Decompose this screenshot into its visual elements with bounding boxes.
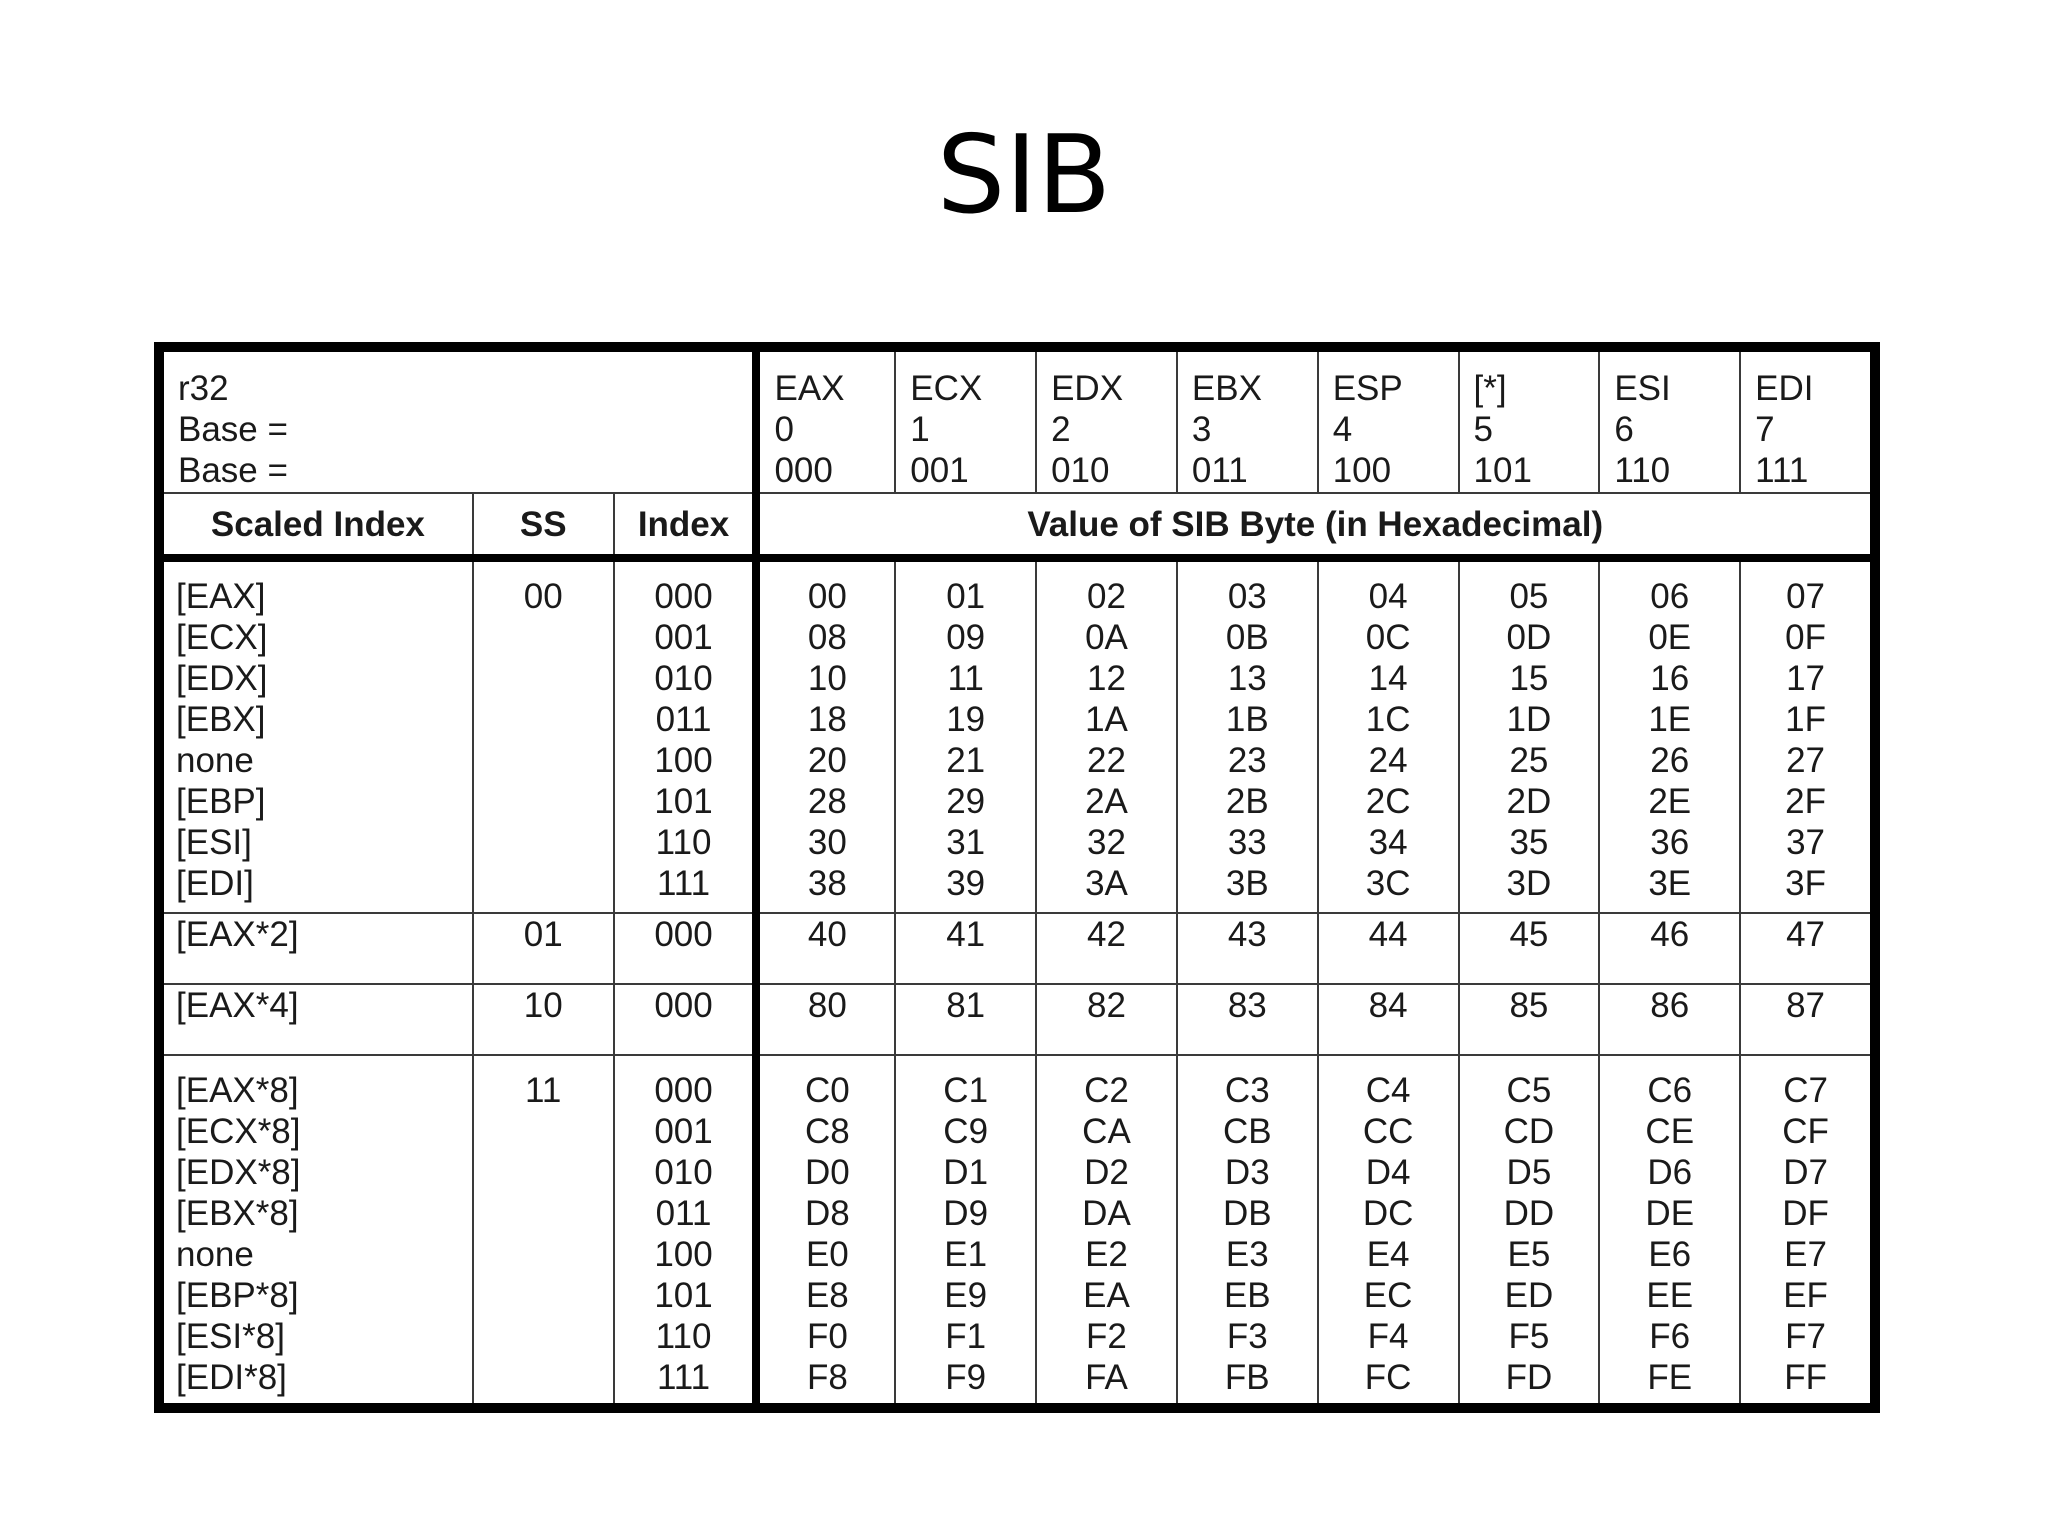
scaled-index-label: none bbox=[176, 1234, 254, 1274]
index-value: 001 bbox=[654, 1111, 713, 1151]
sib-hex-value: 17 bbox=[1786, 658, 1826, 698]
sib-hex-value: 40 bbox=[807, 915, 847, 955]
base-bin: 111 bbox=[1755, 451, 1809, 490]
sib-hex-value: 3A bbox=[1085, 863, 1128, 903]
index-value: 100 bbox=[654, 740, 713, 780]
scaled-index-label: [EDI*8] bbox=[176, 1357, 287, 1397]
sib-hex-value: E7 bbox=[1784, 1234, 1827, 1274]
sib-hex-value: 30 bbox=[807, 822, 847, 862]
sib-hex-value: 2D bbox=[1506, 781, 1552, 821]
index-value: 010 bbox=[654, 1152, 713, 1192]
sib-hex-value: EA bbox=[1083, 1275, 1130, 1315]
sib-hex-value: 03 bbox=[1227, 576, 1267, 616]
sib-hex-value: D5 bbox=[1506, 1152, 1552, 1192]
scaled-index-label: [ECX] bbox=[176, 617, 268, 657]
base-bin: 110 bbox=[1614, 451, 1671, 490]
base-column-header bbox=[1740, 347, 1875, 493]
base-reg: ECX bbox=[910, 369, 983, 408]
sib-value-cell bbox=[1036, 558, 1177, 913]
index-value: 101 bbox=[654, 1275, 713, 1315]
sib-hex-value: 29 bbox=[946, 781, 986, 821]
sib-hex-value: FF bbox=[1784, 1357, 1827, 1397]
sib-value-cell bbox=[1459, 1055, 1600, 1408]
scaled-index-label: [EAX*2] bbox=[176, 915, 299, 955]
base-bin: 001 bbox=[910, 451, 969, 490]
slide-title: SIB bbox=[936, 113, 1112, 238]
sib-hex-value: EE bbox=[1646, 1275, 1694, 1315]
base-column-header bbox=[1036, 347, 1177, 493]
sib-hex-value: 21 bbox=[946, 740, 986, 780]
sib-hex-value: 11 bbox=[947, 658, 984, 698]
base-num: 1 bbox=[910, 410, 930, 449]
sib-hex-value: F7 bbox=[1785, 1316, 1826, 1356]
sib-hex-value: 07 bbox=[1786, 576, 1826, 616]
scaled-index-label: [EDI] bbox=[176, 863, 254, 903]
index-value: 000 bbox=[654, 985, 713, 1025]
index-value: 100 bbox=[654, 1234, 713, 1274]
sib-hex-value: DC bbox=[1362, 1193, 1414, 1233]
sib-hex-value: 01 bbox=[946, 576, 986, 616]
sib-hex-value: 05 bbox=[1509, 576, 1549, 616]
index-header: Index bbox=[614, 493, 757, 558]
sib-value-cell bbox=[1318, 984, 1459, 1055]
base-reg: ESI bbox=[1614, 369, 1671, 408]
base-reg: EDI bbox=[1755, 369, 1814, 408]
sib-hex-value: F6 bbox=[1649, 1316, 1691, 1356]
sib-hex-value: 2B bbox=[1225, 781, 1269, 821]
sib-hex-value: DA bbox=[1082, 1193, 1131, 1233]
sib-hex-value: D2 bbox=[1084, 1152, 1129, 1192]
sib-hex-value: F5 bbox=[1508, 1316, 1550, 1356]
sib-hex-value: 1B bbox=[1225, 699, 1269, 739]
sib-value-cell bbox=[1318, 913, 1459, 984]
sib-value-cell bbox=[1318, 558, 1459, 913]
sib-hex-value: FB bbox=[1224, 1357, 1270, 1397]
index-value: 101 bbox=[654, 781, 713, 821]
base-bin: 101 bbox=[1473, 451, 1532, 490]
sib-hex-value: F4 bbox=[1367, 1316, 1409, 1356]
scaled-index-label: [ESI*8] bbox=[176, 1316, 285, 1356]
scaled-index-label: [EDX] bbox=[176, 658, 268, 698]
sib-hex-value: E3 bbox=[1225, 1234, 1269, 1274]
index-value: 001 bbox=[654, 617, 713, 657]
sib-value-header: Value of SIB Byte (in Hexadecimal) bbox=[756, 493, 1875, 558]
sib-hex-value: 86 bbox=[1650, 985, 1690, 1025]
ss-header: SS bbox=[473, 493, 614, 558]
r32-base-header bbox=[159, 347, 756, 493]
sib-value-cell bbox=[1036, 913, 1177, 984]
scaled-index-label: [EBP*8] bbox=[176, 1275, 299, 1315]
base-reg: EDX bbox=[1051, 369, 1124, 408]
sib-hex-value: 38 bbox=[807, 863, 847, 903]
sib-hex-value: 08 bbox=[807, 617, 847, 657]
sib-group-row bbox=[159, 558, 1875, 913]
sib-value-cell bbox=[756, 1055, 895, 1408]
sib-hex-value: E2 bbox=[1085, 1234, 1128, 1274]
sib-hex-value: 2F bbox=[1785, 781, 1826, 821]
base-num: 7 bbox=[1755, 410, 1775, 449]
sib-hex-value: 24 bbox=[1368, 740, 1408, 780]
sib-hex-value: 1C bbox=[1365, 699, 1411, 739]
sib-value-cell bbox=[895, 558, 1036, 913]
sib-hex-value: 04 bbox=[1368, 576, 1408, 616]
sib-hex-value: 45 bbox=[1509, 915, 1549, 955]
index-cell bbox=[614, 913, 757, 984]
sib-hex-value: FC bbox=[1364, 1357, 1412, 1397]
sib-value-cell bbox=[1177, 984, 1318, 1055]
sib-hex-value: F3 bbox=[1226, 1316, 1268, 1356]
base-reg: [*] bbox=[1473, 369, 1507, 408]
sib-value-cell bbox=[1459, 913, 1600, 984]
sib-hex-value: 1F bbox=[1785, 699, 1826, 739]
scaled-index-cell bbox=[159, 984, 473, 1055]
sib-hex-value: 06 bbox=[1650, 576, 1690, 616]
sib-hex-value: 37 bbox=[1786, 822, 1826, 862]
sib-hex-value: 3D bbox=[1506, 863, 1552, 903]
base-bin: 010 bbox=[1051, 451, 1110, 490]
base-num: 4 bbox=[1332, 410, 1353, 449]
sib-hex-value: 85 bbox=[1509, 985, 1549, 1025]
sib-hex-value: 32 bbox=[1087, 822, 1126, 862]
sib-value-cell bbox=[1599, 984, 1740, 1055]
sib-value-cell bbox=[1740, 913, 1875, 984]
index-value: 010 bbox=[654, 658, 713, 698]
sib-hex-value: DF bbox=[1782, 1193, 1829, 1233]
sib-hex-value: 3B bbox=[1225, 863, 1269, 903]
sib-hex-value: 20 bbox=[807, 740, 847, 780]
sib-hex-value: 15 bbox=[1509, 658, 1549, 698]
sib-hex-value: DB bbox=[1222, 1193, 1272, 1233]
base-column-header bbox=[895, 347, 1036, 493]
sib-hex-value: 2C bbox=[1365, 781, 1411, 821]
sib-hex-value: 1D bbox=[1506, 699, 1552, 739]
base-column-header bbox=[1599, 347, 1740, 493]
sib-hex-value: C1 bbox=[943, 1070, 989, 1110]
sib-hex-value: 83 bbox=[1227, 985, 1267, 1025]
index-value: 111 bbox=[656, 1357, 711, 1397]
sib-hex-value: 0A bbox=[1085, 617, 1128, 657]
sib-value-cell bbox=[756, 984, 895, 1055]
sib-hex-value: 28 bbox=[807, 781, 847, 821]
sib-hex-value: 27 bbox=[1786, 740, 1826, 780]
sib-hex-value: CA bbox=[1082, 1111, 1131, 1151]
sib-hex-value: 2E bbox=[1648, 781, 1692, 821]
sib-hex-value: 14 bbox=[1368, 658, 1408, 698]
sib-hex-value: 00 bbox=[807, 576, 847, 616]
sib-hex-value: CD bbox=[1503, 1111, 1555, 1151]
r32-header-line: Base = bbox=[178, 410, 288, 449]
sib-hex-value: 09 bbox=[946, 617, 986, 657]
sib-hex-value: 12 bbox=[1087, 658, 1126, 698]
index-value: 011 bbox=[655, 699, 712, 739]
sib-hex-value: CE bbox=[1645, 1111, 1695, 1151]
r32-header-line: r32 bbox=[178, 369, 229, 408]
ss-cell: 11 bbox=[473, 1055, 614, 1408]
index-cell bbox=[614, 558, 757, 913]
sib-value-cell bbox=[1740, 558, 1875, 913]
sib-hex-value: 34 bbox=[1368, 822, 1408, 862]
sib-hex-value: 1A bbox=[1085, 699, 1128, 739]
sib-hex-value: FA bbox=[1085, 1357, 1128, 1397]
sib-value-cell bbox=[1599, 913, 1740, 984]
sib-hex-value: 3C bbox=[1365, 863, 1411, 903]
scaled-index-label: none bbox=[176, 740, 254, 780]
sib-hex-value: 43 bbox=[1227, 915, 1267, 955]
ss-cell: 10 bbox=[473, 984, 614, 1055]
index-value: 000 bbox=[654, 915, 713, 955]
sib-hex-value: 80 bbox=[807, 985, 847, 1025]
scaled-index-label: [EAX*4] bbox=[176, 985, 299, 1025]
r32-header-line: Base = bbox=[178, 451, 288, 490]
sib-group-row bbox=[159, 984, 1875, 1055]
sib-hex-value: F0 bbox=[806, 1316, 848, 1356]
sib-value-cell bbox=[1459, 984, 1600, 1055]
scaled-index-label: [ECX*8] bbox=[176, 1111, 301, 1151]
base-num: 6 bbox=[1614, 410, 1634, 449]
sib-value-cell bbox=[895, 1055, 1036, 1408]
sib-hex-value: E0 bbox=[805, 1234, 849, 1274]
sib-hex-value: E8 bbox=[805, 1275, 849, 1315]
sib-hex-value: EB bbox=[1223, 1275, 1271, 1315]
base-register-row bbox=[159, 347, 1875, 493]
sib-value-cell bbox=[756, 558, 895, 913]
base-reg: EBX bbox=[1191, 369, 1262, 408]
index-value: 011 bbox=[655, 1193, 712, 1233]
scaled-index-header: Scaled Index bbox=[159, 493, 473, 558]
sib-hex-value: E4 bbox=[1366, 1234, 1410, 1274]
base-bin: 100 bbox=[1332, 451, 1392, 490]
sib-hex-value: FD bbox=[1505, 1357, 1553, 1397]
base-num: 0 bbox=[774, 410, 794, 449]
index-cell bbox=[614, 1055, 757, 1408]
sib-value-cell bbox=[1599, 1055, 1740, 1408]
index-value: 000 bbox=[654, 1070, 713, 1110]
sib-hex-value: 13 bbox=[1227, 658, 1267, 698]
index-value: 110 bbox=[655, 1316, 712, 1356]
sib-hex-value: D3 bbox=[1224, 1152, 1270, 1192]
base-num: 5 bbox=[1473, 410, 1493, 449]
sib-hex-value: 0C bbox=[1365, 617, 1411, 657]
sib-hex-value: 44 bbox=[1368, 915, 1408, 955]
sib-hex-value: 41 bbox=[946, 915, 986, 955]
sib-hex-value: 46 bbox=[1650, 915, 1690, 955]
sib-value-cell bbox=[895, 984, 1036, 1055]
sib-value-cell bbox=[1036, 984, 1177, 1055]
sib-hex-value: F1 bbox=[945, 1316, 987, 1356]
scaled-index-cell bbox=[159, 1055, 473, 1408]
sib-hex-value: CF bbox=[1782, 1111, 1829, 1151]
sib-hex-value: C5 bbox=[1506, 1070, 1552, 1110]
base-num: 2 bbox=[1051, 410, 1071, 449]
sib-hex-value: CC bbox=[1362, 1111, 1414, 1151]
sib-hex-value: 81 bbox=[946, 985, 986, 1025]
base-column-header bbox=[1318, 347, 1459, 493]
sib-hex-value: EF bbox=[1783, 1275, 1828, 1315]
sib-hex-value: 22 bbox=[1087, 740, 1126, 780]
sib-hex-value: 1E bbox=[1648, 699, 1692, 739]
scaled-index-label: [EAX] bbox=[176, 576, 266, 616]
sib-hex-value: 2A bbox=[1085, 781, 1128, 821]
sib-hex-value: D9 bbox=[943, 1193, 989, 1233]
sib-hex-value: FE bbox=[1647, 1357, 1693, 1397]
sib-hex-value: 84 bbox=[1368, 985, 1408, 1025]
sib-hex-value: ED bbox=[1504, 1275, 1554, 1315]
base-bin: 000 bbox=[774, 451, 833, 490]
sib-hex-value: E6 bbox=[1648, 1234, 1692, 1274]
sib-hex-value: F2 bbox=[1086, 1316, 1127, 1356]
base-reg: ESP bbox=[1332, 369, 1403, 408]
sib-hex-value: 0E bbox=[1648, 617, 1692, 657]
ss-cell: 01 bbox=[473, 913, 614, 984]
scaled-index-label: [EDX*8] bbox=[176, 1152, 301, 1192]
sib-table bbox=[154, 342, 1880, 1413]
sib-hex-value: 87 bbox=[1786, 985, 1826, 1025]
sib-hex-value: 23 bbox=[1227, 740, 1267, 780]
base-column-header bbox=[1459, 347, 1600, 493]
sib-value-cell bbox=[1318, 1055, 1459, 1408]
sib-hex-value: 18 bbox=[807, 699, 847, 739]
sib-hex-value: 3E bbox=[1648, 863, 1692, 903]
sib-hex-value: C2 bbox=[1084, 1070, 1129, 1110]
index-value: 000 bbox=[654, 576, 713, 616]
sib-value-cell bbox=[1177, 913, 1318, 984]
sib-hex-value: 0D bbox=[1506, 617, 1552, 657]
sib-hex-value: CB bbox=[1222, 1111, 1272, 1151]
scaled-index-label: [EBX] bbox=[176, 699, 266, 739]
scaled-index-label: [ESI] bbox=[176, 822, 252, 862]
sib-hex-value: C3 bbox=[1224, 1070, 1270, 1110]
sib-hex-value: D8 bbox=[804, 1193, 850, 1233]
sib-hex-value: 3F bbox=[1785, 863, 1826, 903]
base-num: 3 bbox=[1191, 410, 1212, 449]
scaled-index-cell bbox=[159, 913, 473, 984]
sib-hex-value: 10 bbox=[807, 658, 847, 698]
sib-hex-value: E9 bbox=[944, 1275, 988, 1315]
sib-hex-value: 0F bbox=[1785, 617, 1826, 657]
sib-hex-value: D4 bbox=[1365, 1152, 1411, 1192]
sib-hex-value: C9 bbox=[943, 1111, 989, 1151]
sib-value-cell bbox=[1599, 558, 1740, 913]
sib-hex-value: D0 bbox=[804, 1152, 850, 1192]
sib-hex-value: E1 bbox=[944, 1234, 988, 1274]
index-value: 111 bbox=[656, 863, 711, 903]
sib-hex-value: C0 bbox=[804, 1070, 850, 1110]
base-bin: 011 bbox=[1191, 451, 1248, 490]
sib-group-row bbox=[159, 913, 1875, 984]
ss-cell: 00 bbox=[473, 558, 614, 913]
scaled-index-cell bbox=[159, 558, 473, 913]
scaled-index-label: [EAX*8] bbox=[176, 1070, 299, 1110]
sib-hex-value: EC bbox=[1363, 1275, 1413, 1315]
sib-value-cell bbox=[895, 913, 1036, 984]
sib-hex-value: D1 bbox=[943, 1152, 989, 1192]
base-column-header bbox=[1177, 347, 1318, 493]
sib-hex-value: C4 bbox=[1365, 1070, 1411, 1110]
sib-hex-value: 19 bbox=[946, 699, 986, 739]
sib-value-cell bbox=[1459, 558, 1600, 913]
sib-hex-value: 33 bbox=[1227, 822, 1267, 862]
index-value: 110 bbox=[655, 822, 712, 862]
sib-hex-value: 42 bbox=[1087, 915, 1126, 955]
sib-hex-value: C6 bbox=[1647, 1070, 1693, 1110]
sib-hex-value: D7 bbox=[1783, 1152, 1828, 1192]
scaled-index-label: [EBX*8] bbox=[176, 1193, 299, 1233]
sib-hex-value: C7 bbox=[1783, 1070, 1828, 1110]
sib-value-cell bbox=[1177, 558, 1318, 913]
sib-hex-value: 31 bbox=[946, 822, 986, 862]
column-title-row bbox=[159, 493, 1875, 558]
base-reg: EAX bbox=[774, 369, 845, 408]
sib-hex-value: 35 bbox=[1509, 822, 1549, 862]
base-column-header bbox=[756, 347, 895, 493]
sib-hex-value: C8 bbox=[804, 1111, 850, 1151]
sib-value-cell bbox=[1177, 1055, 1318, 1408]
sib-hex-value: DD bbox=[1503, 1193, 1555, 1233]
sib-hex-value: 02 bbox=[1087, 576, 1126, 616]
sib-value-cell bbox=[756, 913, 895, 984]
sib-hex-value: 36 bbox=[1650, 822, 1690, 862]
sib-value-cell bbox=[1740, 984, 1875, 1055]
sib-hex-value: F8 bbox=[806, 1357, 848, 1397]
sib-group-row bbox=[159, 1055, 1875, 1408]
sib-hex-value: F9 bbox=[945, 1357, 987, 1397]
scaled-index-label: [EBP] bbox=[176, 781, 266, 821]
sib-value-cell bbox=[1740, 1055, 1875, 1408]
sib-hex-value: 26 bbox=[1650, 740, 1690, 780]
sib-hex-value: E5 bbox=[1507, 1234, 1551, 1274]
sib-hex-value: 39 bbox=[946, 863, 986, 903]
sib-hex-value: 47 bbox=[1786, 915, 1826, 955]
sib-hex-value: 82 bbox=[1087, 985, 1126, 1025]
sib-hex-value: 0B bbox=[1225, 617, 1269, 657]
sib-hex-value: DE bbox=[1645, 1193, 1695, 1233]
sib-hex-value: D6 bbox=[1647, 1152, 1693, 1192]
index-cell bbox=[614, 984, 757, 1055]
sib-hex-value: 16 bbox=[1650, 658, 1690, 698]
sib-value-cell bbox=[1036, 1055, 1177, 1408]
sib-hex-value: 25 bbox=[1509, 740, 1549, 780]
